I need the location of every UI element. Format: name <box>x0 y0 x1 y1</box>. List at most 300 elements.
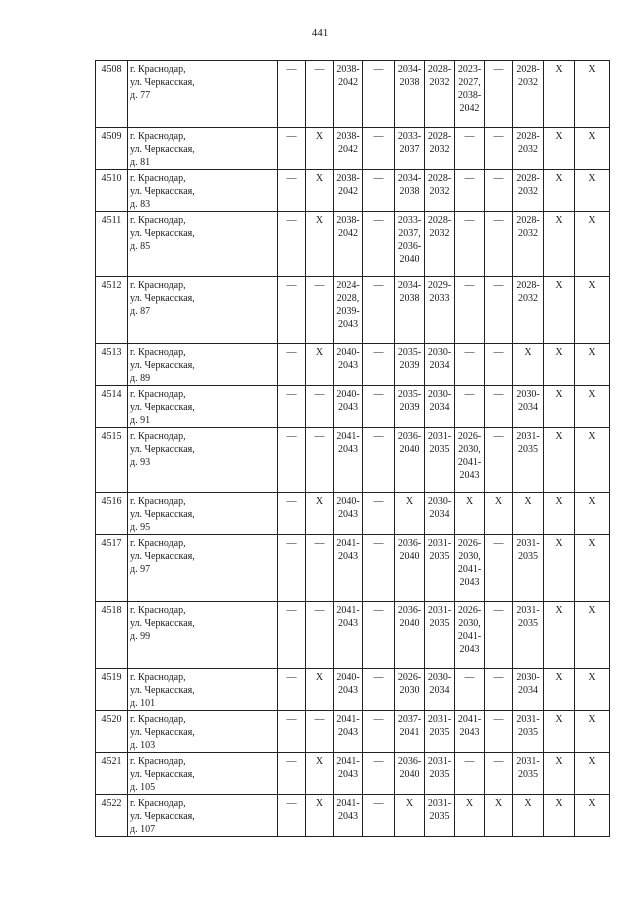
schedule-cell <box>363 277 395 344</box>
row-number: 4519 <box>96 669 128 711</box>
schedule-cell <box>455 753 485 795</box>
schedule-cell <box>425 428 455 493</box>
schedule-cell <box>485 428 513 493</box>
cell-line: 2031- <box>516 605 540 616</box>
cell-line: 2041- <box>336 798 360 809</box>
schedule-cell <box>544 535 575 602</box>
cell-line: 2034- <box>397 173 422 184</box>
cell-line: 2030- <box>427 496 452 507</box>
cell-line: 2035 <box>429 727 450 738</box>
schedule-cell <box>485 753 513 795</box>
cell-line: Х <box>555 173 563 184</box>
table-row <box>96 170 610 212</box>
cell-line: 2041- <box>457 714 482 725</box>
cell-line: — <box>464 347 475 358</box>
schedule-cell <box>455 170 485 212</box>
cell-line: 2041- <box>457 631 482 642</box>
schedule-cell <box>363 212 395 277</box>
address-line: ул. Черкасская, <box>130 444 195 455</box>
cell-line: — <box>373 131 384 142</box>
schedule-cell <box>278 61 306 128</box>
cell-line: 2035 <box>518 444 538 455</box>
schedule-cell <box>363 428 395 493</box>
schedule-cell <box>455 386 485 428</box>
address-cell <box>128 344 278 386</box>
cell-line: 2030, <box>458 618 481 629</box>
cell-line: 2029- <box>427 280 452 291</box>
cell-line: 2028- <box>516 280 540 291</box>
cell-line: Х <box>405 798 414 809</box>
cell-line: 2036- <box>397 756 422 767</box>
cell-line: 2033- <box>397 215 422 226</box>
address-line: ул. Черкасская, <box>130 77 195 88</box>
address-line: г. Краснодар, <box>130 798 186 809</box>
cell-line: 2038- <box>336 215 360 226</box>
cell-line: Х <box>494 496 503 507</box>
cell-line: 2035 <box>518 727 538 738</box>
cell-line: Х <box>588 64 596 75</box>
schedule-cell <box>425 61 455 128</box>
cell-line: Х <box>555 347 563 358</box>
row-number: 4517 <box>96 535 128 602</box>
address-cell <box>128 669 278 711</box>
cell-line: 2030- <box>427 347 452 358</box>
cell-line: — <box>493 215 504 226</box>
cell-line: Х <box>315 215 324 226</box>
address-line: д. 95 <box>130 522 151 533</box>
cell-line: 2040- <box>336 496 360 507</box>
cell-line: — <box>464 173 475 184</box>
address-line: д. 107 <box>130 824 156 835</box>
cell-line: — <box>286 714 297 725</box>
schedule-cell <box>485 535 513 602</box>
schedule-cell <box>455 493 485 535</box>
cell-line: — <box>286 798 297 809</box>
schedule-cell <box>455 669 485 711</box>
schedule-cell <box>425 711 455 753</box>
cell-line: Х <box>588 131 596 142</box>
address-cell <box>128 602 278 669</box>
schedule-cell <box>544 711 575 753</box>
cell-line: 2034 <box>429 685 450 696</box>
cell-line: 2028- <box>427 173 452 184</box>
cell-line: 2028- <box>427 64 452 75</box>
schedule-cell <box>306 344 334 386</box>
cell-line: 2040- <box>336 347 360 358</box>
cell-line: Х <box>315 756 324 767</box>
table-row <box>96 795 610 837</box>
cell-line: 2030, <box>458 444 481 455</box>
schedule-cell <box>485 61 513 128</box>
schedule-cell <box>575 212 610 277</box>
schedule-cell <box>334 344 363 386</box>
cell-line: Х <box>588 605 596 616</box>
cell-line: 2043 <box>459 470 480 481</box>
address-line: г. Краснодар, <box>130 714 186 725</box>
cell-line: 2032 <box>429 144 450 155</box>
cell-line: 2040- <box>336 672 360 683</box>
cell-line: 2031- <box>427 756 452 767</box>
row-number: 4522 <box>96 795 128 837</box>
schedule-cell <box>544 212 575 277</box>
schedule-cell <box>513 795 544 837</box>
address-line: г. Краснодар, <box>130 215 186 226</box>
address-cell <box>128 61 278 128</box>
schedule-cell <box>513 128 544 170</box>
address-line: д. 87 <box>130 306 151 317</box>
cell-line: Х <box>555 798 563 809</box>
address-line: д. 85 <box>130 241 151 252</box>
address-line: ул. Черкасская, <box>130 144 195 155</box>
schedule-cell <box>575 386 610 428</box>
registry-body <box>96 61 610 837</box>
schedule-cell <box>455 61 485 128</box>
cell-line: 2042 <box>338 77 358 88</box>
cell-line: 2042 <box>459 103 480 114</box>
cell-line: 2032 <box>518 77 538 88</box>
cell-line: Х <box>555 64 563 75</box>
cell-line: Х <box>555 756 563 767</box>
schedule-cell <box>455 428 485 493</box>
address-line: ул. Черкасская, <box>130 618 195 629</box>
schedule-cell <box>395 128 425 170</box>
schedule-cell <box>425 535 455 602</box>
table-row <box>96 61 610 128</box>
address-cell <box>128 711 278 753</box>
cell-line: 2036- <box>397 538 422 549</box>
address-line: г. Краснодар, <box>130 538 186 549</box>
schedule-cell <box>306 711 334 753</box>
schedule-cell <box>363 386 395 428</box>
cell-line: 2032 <box>429 186 450 197</box>
cell-line: — <box>286 389 297 400</box>
cell-line: 2038- <box>336 173 360 184</box>
schedule-cell <box>455 212 485 277</box>
address-line: ул. Черкасская, <box>130 509 195 520</box>
cell-line: 2043 <box>338 402 358 413</box>
cell-line: 2038- <box>457 90 482 101</box>
cell-line: 2039 <box>399 402 420 413</box>
schedule-cell <box>425 277 455 344</box>
cell-line: 2034 <box>429 360 450 371</box>
table-row <box>96 428 610 493</box>
address-line: ул. Черкасская, <box>130 228 195 239</box>
schedule-cell <box>575 711 610 753</box>
address-cell <box>128 428 278 493</box>
address-cell <box>128 212 278 277</box>
table-row <box>96 602 610 669</box>
cell-line: — <box>314 389 325 400</box>
cell-line: 2028- <box>516 64 540 75</box>
schedule-cell <box>306 669 334 711</box>
cell-line: — <box>493 538 504 549</box>
cell-line: — <box>286 605 297 616</box>
row-number: 4513 <box>96 344 128 386</box>
cell-line: — <box>286 431 297 442</box>
cell-line: 2041- <box>457 457 482 468</box>
cell-line: Х <box>588 173 596 184</box>
cell-line: — <box>286 756 297 767</box>
cell-line: — <box>493 605 504 616</box>
schedule-cell <box>363 344 395 386</box>
cell-line: 2035- <box>397 389 422 400</box>
schedule-cell <box>485 212 513 277</box>
cell-line: 2041- <box>336 714 360 725</box>
schedule-cell <box>306 277 334 344</box>
cell-line: — <box>373 215 384 226</box>
cell-line: Х <box>588 347 596 358</box>
cell-line: 2039 <box>399 360 420 371</box>
schedule-cell <box>334 277 363 344</box>
cell-line: Х <box>555 389 563 400</box>
cell-line: — <box>493 64 504 75</box>
cell-line: Х <box>465 798 474 809</box>
table-row <box>96 212 610 277</box>
cell-line: Х <box>555 215 563 226</box>
cell-line: — <box>373 798 384 809</box>
cell-line: — <box>493 389 504 400</box>
cell-line: 2028, <box>336 293 360 304</box>
row-number: 4514 <box>96 386 128 428</box>
row-number: 4508 <box>96 61 128 128</box>
cell-line: 2032 <box>518 293 538 304</box>
schedule-cell <box>334 602 363 669</box>
cell-line: — <box>373 431 384 442</box>
address-line: д. 77 <box>130 90 151 101</box>
cell-line: Х <box>315 798 324 809</box>
cell-line: Х <box>555 672 563 683</box>
address-line: д. 99 <box>130 631 151 642</box>
cell-line: 2034 <box>518 685 538 696</box>
cell-line: Х <box>588 280 596 291</box>
schedule-cell <box>544 669 575 711</box>
schedule-cell <box>544 277 575 344</box>
cell-line: Х <box>555 431 563 442</box>
cell-line: 2043 <box>338 444 358 455</box>
schedule-cell <box>455 344 485 386</box>
cell-line: Х <box>315 672 324 683</box>
cell-line: — <box>286 347 297 358</box>
cell-line: 2035 <box>429 444 450 455</box>
cell-line: — <box>314 431 325 442</box>
schedule-cell <box>455 795 485 837</box>
cell-line: Х <box>465 496 474 507</box>
cell-line: 2040 <box>399 444 420 455</box>
address-cell <box>128 753 278 795</box>
address-line: д. 91 <box>130 415 151 426</box>
address-line: г. Краснодар, <box>130 605 186 616</box>
cell-line: — <box>464 672 475 683</box>
address-line: г. Краснодар, <box>130 431 186 442</box>
cell-line: Х <box>588 496 596 507</box>
cell-line: — <box>314 714 325 725</box>
address-line: д. 105 <box>130 782 156 793</box>
schedule-cell <box>425 669 455 711</box>
address-line: г. Краснодар, <box>130 131 186 142</box>
cell-line: 2030 <box>399 685 420 696</box>
schedule-cell <box>575 128 610 170</box>
schedule-cell <box>485 170 513 212</box>
schedule-cell <box>278 212 306 277</box>
schedule-cell <box>306 602 334 669</box>
cell-line: 2043 <box>338 360 358 371</box>
schedule-cell <box>425 170 455 212</box>
cell-line: — <box>493 431 504 442</box>
schedule-cell <box>306 61 334 128</box>
schedule-cell <box>278 669 306 711</box>
cell-line: Х <box>524 347 532 358</box>
cell-line: — <box>286 173 297 184</box>
address-line: г. Краснодар, <box>130 496 186 507</box>
schedule-cell <box>485 128 513 170</box>
cell-line: 2033- <box>397 131 422 142</box>
row-number: 4521 <box>96 753 128 795</box>
cell-line: — <box>373 672 384 683</box>
cell-line: Х <box>588 672 596 683</box>
schedule-cell <box>513 212 544 277</box>
schedule-cell <box>513 711 544 753</box>
schedule-cell <box>334 128 363 170</box>
cell-line: — <box>493 131 504 142</box>
cell-line: 2034 <box>429 509 450 520</box>
schedule-cell <box>485 795 513 837</box>
schedule-cell <box>544 753 575 795</box>
schedule-cell <box>363 170 395 212</box>
schedule-cell <box>306 386 334 428</box>
cell-line: 2031- <box>516 714 540 725</box>
schedule-cell <box>334 61 363 128</box>
cell-line: — <box>373 347 384 358</box>
schedule-cell <box>395 428 425 493</box>
cell-line: Х <box>315 347 324 358</box>
row-number: 4509 <box>96 128 128 170</box>
schedule-cell <box>544 386 575 428</box>
cell-line: 2036- <box>397 605 422 616</box>
address-line: д. 89 <box>130 373 151 384</box>
schedule-cell <box>363 669 395 711</box>
cell-line: 2032 <box>518 228 538 239</box>
schedule-cell <box>334 535 363 602</box>
schedule-cell <box>425 212 455 277</box>
cell-line: 2042 <box>338 186 358 197</box>
cell-line: 2040- <box>336 389 360 400</box>
cell-line: — <box>464 389 475 400</box>
cell-line: 2032 <box>429 77 450 88</box>
cell-line: 2028- <box>516 173 540 184</box>
housing-registry-table <box>95 60 610 837</box>
schedule-cell <box>363 753 395 795</box>
table-row <box>96 493 610 535</box>
cell-line: 2043 <box>338 727 358 738</box>
cell-line: Х <box>588 389 596 400</box>
cell-line: 2041- <box>336 431 360 442</box>
cell-line: — <box>286 538 297 549</box>
row-number: 4520 <box>96 711 128 753</box>
cell-line: — <box>314 64 325 75</box>
schedule-cell <box>395 795 425 837</box>
cell-line: 2023- <box>457 64 482 75</box>
schedule-cell <box>485 493 513 535</box>
schedule-cell <box>278 128 306 170</box>
schedule-cell <box>395 602 425 669</box>
schedule-cell <box>363 493 395 535</box>
cell-line: 2041- <box>336 756 360 767</box>
row-number: 4518 <box>96 602 128 669</box>
cell-line: 2030- <box>516 389 540 400</box>
address-cell <box>128 128 278 170</box>
schedule-cell <box>306 753 334 795</box>
schedule-cell <box>278 386 306 428</box>
address-line: ул. Черкасская, <box>130 727 195 738</box>
cell-line: 2036- <box>397 241 422 252</box>
schedule-cell <box>395 61 425 128</box>
schedule-cell <box>485 386 513 428</box>
schedule-cell <box>395 711 425 753</box>
cell-line: — <box>286 215 297 226</box>
row-number: 4515 <box>96 428 128 493</box>
cell-line: 2033 <box>429 293 450 304</box>
schedule-cell <box>544 602 575 669</box>
cell-line: 2043 <box>338 769 358 780</box>
cell-line: 2031- <box>427 431 452 442</box>
address-line: г. Краснодар, <box>130 672 186 683</box>
schedule-cell <box>485 344 513 386</box>
schedule-cell <box>575 795 610 837</box>
cell-line: 2034 <box>518 402 538 413</box>
cell-line: Х <box>555 280 563 291</box>
schedule-cell <box>334 386 363 428</box>
schedule-cell <box>334 428 363 493</box>
cell-line: — <box>464 131 475 142</box>
schedule-cell <box>513 277 544 344</box>
cell-line: 2041 <box>399 727 420 738</box>
table-row <box>96 535 610 602</box>
cell-line: 2026- <box>457 605 482 616</box>
cell-line: — <box>314 605 325 616</box>
cell-line: 2038 <box>399 293 420 304</box>
schedule-cell <box>278 711 306 753</box>
cell-line: 2036- <box>397 431 422 442</box>
table-row <box>96 386 610 428</box>
table-row <box>96 753 610 795</box>
cell-line: Х <box>494 798 503 809</box>
schedule-cell <box>306 535 334 602</box>
cell-line: 2028- <box>427 215 452 226</box>
schedule-cell <box>363 602 395 669</box>
schedule-cell <box>575 277 610 344</box>
schedule-cell <box>363 61 395 128</box>
address-line: д. 81 <box>130 157 151 168</box>
cell-line: 2035 <box>429 811 450 822</box>
schedule-cell <box>425 753 455 795</box>
schedule-cell <box>485 711 513 753</box>
schedule-cell <box>334 212 363 277</box>
cell-line: — <box>464 215 475 226</box>
cell-line: 2031- <box>427 714 452 725</box>
schedule-cell <box>455 277 485 344</box>
address-line: ул. Черкасская, <box>130 551 195 562</box>
cell-line: 2031- <box>516 538 540 549</box>
cell-line: 2035 <box>429 618 450 629</box>
cell-line: 2028- <box>516 215 540 226</box>
cell-line: 2031- <box>427 605 452 616</box>
schedule-cell <box>544 344 575 386</box>
cell-line: 2040 <box>399 618 420 629</box>
cell-line: — <box>373 714 384 725</box>
schedule-cell <box>544 493 575 535</box>
schedule-cell <box>455 535 485 602</box>
table-row <box>96 669 610 711</box>
